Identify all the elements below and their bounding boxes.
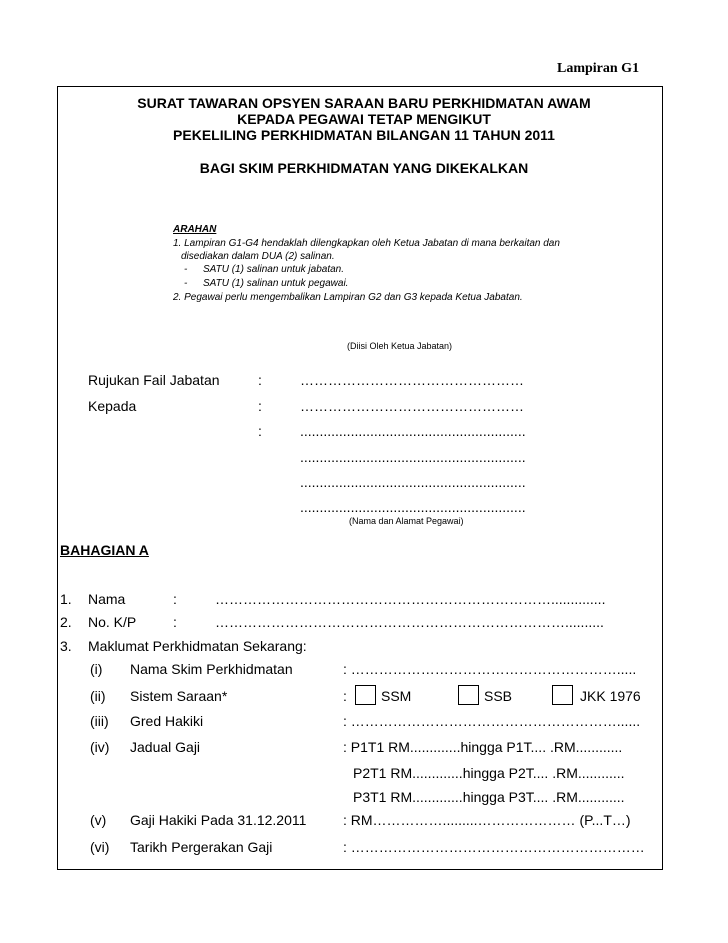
gaji-label: Gaji Hakiki Pada 31.12.2011 bbox=[130, 812, 307, 828]
arahan-dash-2: - bbox=[184, 278, 188, 289]
jadual-label: Jadual Gaji bbox=[130, 739, 201, 755]
nokp-field[interactable]: ………………………………………………………………….......... bbox=[215, 614, 604, 630]
rujukan-label: Rujukan Fail Jabatan bbox=[88, 372, 220, 388]
roman-iv: (iv) bbox=[90, 739, 110, 755]
item-number-3: 3. bbox=[60, 638, 72, 654]
sistem-label: Sistem Saraan* bbox=[130, 688, 228, 704]
title-subtitle: BAGI SKIM PERKHIDMATAN YANG DIKEKALKAN bbox=[199, 160, 529, 176]
ssm-label: SSM bbox=[381, 688, 412, 704]
arahan-item-1a: 1. Lampiran G1-G4 hendaklah dilengkapkan oleh Ketua Jabatan di mana berkaitan dan bbox=[173, 238, 560, 249]
gred-field[interactable]: : …………………………………………………...... bbox=[343, 713, 641, 729]
nokp-label: No. K/P bbox=[88, 614, 137, 630]
nama-colon: : bbox=[173, 591, 177, 607]
lampiran-label: Lampiran G1 bbox=[557, 61, 640, 76]
nokp-colon: : bbox=[173, 614, 177, 630]
ssm-checkbox[interactable] bbox=[355, 685, 376, 705]
roman-ii: (ii) bbox=[90, 688, 106, 704]
bahagian-heading: BAHAGIAN A bbox=[60, 542, 149, 558]
nama-label: Nama bbox=[88, 591, 126, 607]
jabatan-note: (Diisi Oleh Ketua Jabatan) bbox=[347, 341, 453, 351]
roman-i: (i) bbox=[90, 661, 103, 677]
rujukan-field[interactable]: ………………………………………… bbox=[300, 372, 524, 388]
item-number-1: 1. bbox=[60, 591, 72, 607]
arahan-heading: ARAHAN bbox=[173, 224, 217, 235]
arahan-dash-1: - bbox=[184, 264, 188, 275]
title-line-2: KEPADA PEGAWAI TETAP MENGIKUT bbox=[237, 111, 491, 127]
alamat-note: (Nama dan Alamat Pegawai) bbox=[349, 516, 464, 526]
gaji-field[interactable]: : RM…………….........………………… (P...T…) bbox=[343, 812, 631, 828]
skim-label: Nama Skim Perkhidmatan bbox=[130, 661, 293, 677]
alamat-colon: : bbox=[258, 423, 262, 439]
jadual-field-2[interactable]: P2T1 RM.............hingga P2T.... .RM............ bbox=[353, 765, 625, 781]
maklumat-label: Maklumat Perkhidmatan Sekarang: bbox=[88, 638, 307, 654]
roman-v: (v) bbox=[90, 812, 107, 828]
gred-label: Gred Hakiki bbox=[130, 713, 204, 729]
arahan-item-2: 2. Pegawai perlu mengembalikan Lampiran G2 dan G3 kepada Ketua Jabatan. bbox=[173, 292, 523, 303]
arahan-sub-2: SATU (1) salinan untuk pegawai. bbox=[203, 278, 349, 289]
sistem-colon: : bbox=[343, 688, 347, 704]
tarikh-label: Tarikh Pergerakan Gaji bbox=[130, 839, 273, 855]
jadual-field-3[interactable]: P3T1 RM.............hingga P3T.... .RM............ bbox=[353, 789, 625, 805]
tarikh-field[interactable]: : ……………………………………………………… bbox=[343, 839, 645, 855]
skim-field[interactable]: : …………………………………………………..... bbox=[343, 661, 637, 677]
kepada-field[interactable]: ………………………………………… bbox=[300, 398, 524, 414]
item-number-2: 2. bbox=[60, 614, 72, 630]
ssb-label: SSB bbox=[484, 688, 513, 704]
roman-vi: (vi) bbox=[90, 839, 110, 855]
nama-field[interactable]: ……………………………………………………………….............. bbox=[215, 591, 606, 607]
ssb-checkbox[interactable] bbox=[458, 685, 479, 705]
alamat-field-2[interactable]: .......................................................... bbox=[300, 449, 526, 465]
rujukan-colon: : bbox=[258, 372, 262, 388]
alamat-field-4[interactable]: .......................................................... bbox=[300, 499, 526, 515]
alamat-field-3[interactable]: .......................................................... bbox=[300, 474, 526, 490]
arahan-item-1b: disediakan dalam DUA (2) salinan. bbox=[181, 251, 335, 262]
title-line-1: SURAT TAWARAN OPSYEN SARAAN BARU PERKHIDMATAN AWAM bbox=[137, 95, 591, 111]
jkk-label: JKK 1976 bbox=[580, 688, 641, 704]
kepada-colon: : bbox=[258, 398, 262, 414]
jkk-checkbox[interactable] bbox=[552, 685, 573, 705]
jadual-field-1[interactable]: : P1T1 RM.............hingga P1T.... .RM............ bbox=[343, 739, 623, 755]
arahan-sub-1: SATU (1) salinan untuk jabatan. bbox=[203, 264, 345, 275]
kepada-label: Kepada bbox=[88, 398, 137, 414]
roman-iii: (iii) bbox=[90, 713, 109, 729]
title-line-3: PEKELILING PERKHIDMATAN BILANGAN 11 TAHUN 2011 bbox=[173, 127, 555, 143]
alamat-field-1[interactable]: .......................................................... bbox=[300, 423, 526, 439]
